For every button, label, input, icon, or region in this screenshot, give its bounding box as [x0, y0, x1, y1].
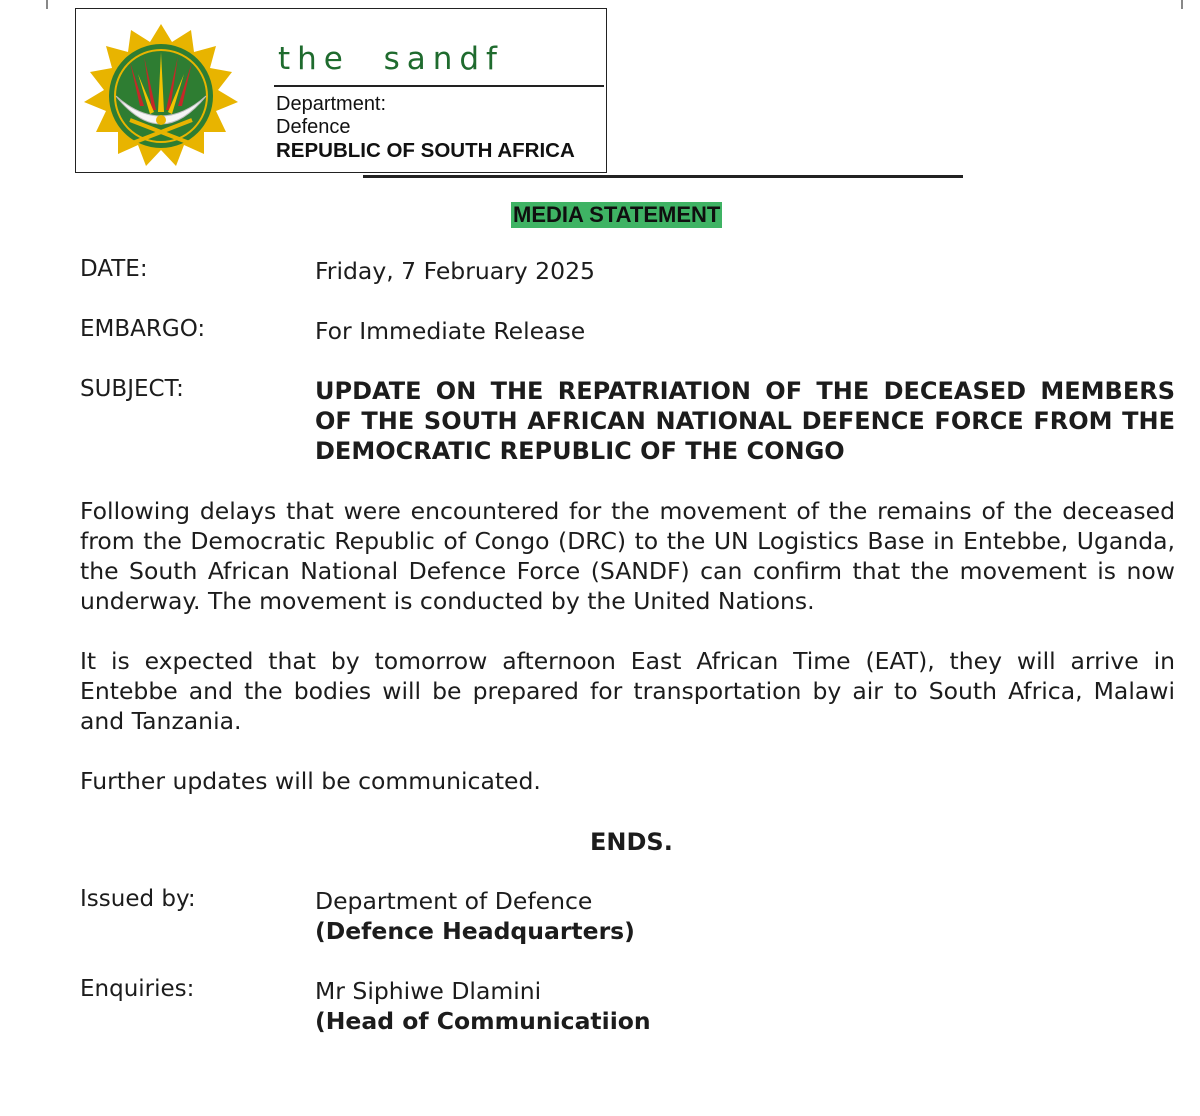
embargo-value: For Immediate Release [315, 317, 586, 345]
issued-by-value [315, 886, 635, 946]
embargo-label: EMBARGO: [80, 316, 206, 342]
issued-by-line-1: Department of Defence [315, 887, 593, 915]
subject-value: UPDATE ON THE REPATRIATION OF THE DECEASED MEMBERS OF THE SOUTH AFRICAN NATIONAL DEFENCE FORCE FROM THE DEMOCRATIC REPUBLIC OF THE CONGO [315, 377, 1175, 465]
brand-divider [274, 85, 604, 87]
brand-wordmark: the sandf [278, 41, 504, 77]
subject-label: SUBJECT: [80, 376, 184, 402]
department-block [276, 93, 575, 162]
media-statement-heading: MEDIA STATEMENT [513, 202, 721, 227]
issued-by-line-2: (Defence Headquarters) [315, 917, 635, 945]
page-edge-mark-right [1181, 0, 1183, 9]
body-paragraph-2: It is expected that by tomorrow afternoon East African Time (EAT), they will arrive in Entebbe and the bodies will be prepared for transportation by air to South Africa, Malawi and Tanzania. [80, 647, 1175, 735]
ends-marker: ENDS. [590, 828, 673, 856]
department-name: Defence [276, 116, 351, 138]
issued-by-label: Issued by: [80, 886, 196, 912]
enquiries-label: Enquiries: [80, 976, 195, 1002]
country-name: REPUBLIC OF SOUTH AFRICA [276, 139, 575, 162]
body-paragraph-3: Further updates will be communicated. [80, 767, 541, 795]
enquiries-line-2: (Head of Communicatiion [315, 1007, 651, 1035]
sandf-emblem-icon [80, 24, 242, 166]
enquiries-value [315, 976, 651, 1036]
enquiries-line-1: Mr Siphiwe Dlamini [315, 977, 542, 1005]
date-value: Friday, 7 February 2025 [315, 257, 595, 285]
body-paragraph-1: Following delays that were encountered for the movement of the remains of the deceased from the Democratic Republic of Congo (DRC) to the UN Logistics Base in Entebbe, Uganda, the South African National Defence Force (SANDF) can confirm that the movement is now underway. The movement is conducted by the United Nations. [80, 497, 1175, 615]
department-label: Department: [276, 93, 387, 115]
page-edge-mark-left [46, 0, 48, 9]
letterhead-underline [363, 175, 963, 178]
letterhead-box [75, 8, 607, 173]
date-label: DATE: [80, 256, 148, 282]
